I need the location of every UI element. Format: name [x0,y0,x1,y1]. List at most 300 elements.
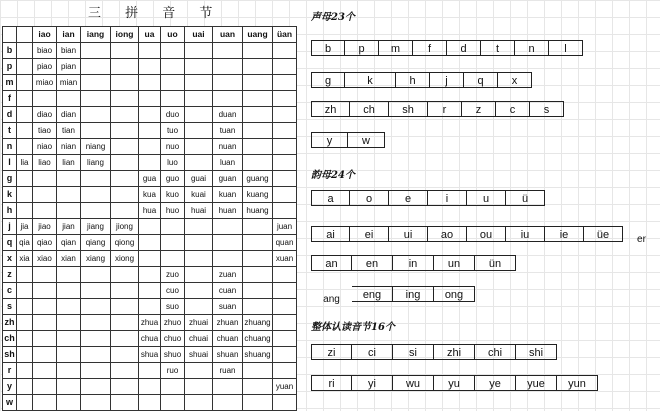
syllable-cell: qiang [81,235,111,251]
pinyin-cell: c [496,101,530,117]
syllable-cell [57,331,81,347]
syllable-cell: hua [139,203,161,219]
syllable-cell: huai [185,203,213,219]
syllable-cell [111,203,139,219]
pinyin-cell: s [530,101,564,117]
pinyin-cell: f [413,40,447,56]
pinyin-cell: ri [311,375,352,391]
syllable-cell: xiong [111,251,139,267]
syllable-cell: miao [33,75,57,91]
pinyin-cell: yue [516,375,557,391]
syllable-cell [213,251,243,267]
table-row [3,59,297,75]
syllable-cell: huo [161,203,185,219]
syllable-cell [185,123,213,139]
syllable-cell: yuan [273,379,297,395]
syllable-cell [33,347,57,363]
pinyin-cell: k [345,72,396,88]
syllable-cell: shua [139,347,161,363]
syllable-cell [139,139,161,155]
syllable-cell [185,43,213,59]
syllable-cell [111,91,139,107]
syllable-cell: kuan [213,187,243,203]
pinyin-cell: ong [434,286,475,302]
syllable-cell [57,283,81,299]
syllable-cell [243,155,273,171]
syllable-cell: kua [139,187,161,203]
syllable-cell [81,75,111,91]
table-row [3,299,297,315]
syllable-cell [33,187,57,203]
syllable-cell [57,267,81,283]
table-row [3,315,297,331]
syllable-cell [17,187,33,203]
syllable-cell: nian [57,139,81,155]
syllable-cell [33,315,57,331]
page-title: 三 拼 音 节 [88,6,223,21]
syllable-cell [111,347,139,363]
initial-cell: z [3,267,17,283]
header-cell [3,27,17,43]
syllable-cell: guang [243,171,273,187]
initial-cell: x [3,251,17,267]
pinyin-cell: ui [389,226,428,242]
syllable-cell [273,43,297,59]
syllable-cell [161,251,185,267]
syllable-cell [17,379,33,395]
initials-row [311,132,385,150]
syllable-cell: kuo [161,187,185,203]
header-cell: uan [213,27,243,43]
initials-title: 声母23个 [311,12,355,23]
whole-syllables-row [311,375,598,393]
syllable-cell: jia [17,219,33,235]
table-row [3,251,297,267]
syllable-cell [33,203,57,219]
syllable-cell: luo [161,155,185,171]
syllable-cell [57,347,81,363]
pinyin-cell: üe [584,226,623,242]
syllable-cell [273,59,297,75]
syllable-cell [243,395,273,411]
syllable-cell [111,107,139,123]
syllable-cell: huan [213,203,243,219]
syllable-cell [81,395,111,411]
syllable-cell [213,75,243,91]
syllable-cell: bian [57,43,81,59]
syllable-cell: tian [57,123,81,139]
syllable-cell [139,107,161,123]
initial-cell: m [3,75,17,91]
syllable-cell: huang [243,203,273,219]
pinyin-cell: x [498,72,532,88]
pinyin-cell: yun [557,375,598,391]
syllable-cell [111,43,139,59]
syllable-cell: xian [57,251,81,267]
syllable-cell: xuan [273,251,297,267]
syllable-cell: chuang [243,331,273,347]
syllable-cell [111,331,139,347]
table-row [3,203,297,219]
syllable-cell: chuai [185,331,213,347]
syllable-cell [17,203,33,219]
pinyin-cell: an [311,255,352,271]
syllable-cell [17,123,33,139]
syllable-cell: juan [273,219,297,235]
syllable-cell [161,75,185,91]
initial-cell: f [3,91,17,107]
syllable-table [2,26,297,411]
table-row [3,91,297,107]
syllable-cell [33,171,57,187]
finals-title: 韵母24个 [311,170,355,181]
syllable-cell [243,123,273,139]
table-row [3,107,297,123]
syllable-cell [161,395,185,411]
table-header-row [3,27,297,43]
syllable-cell [185,299,213,315]
pinyin-cell: w [348,132,385,148]
syllable-cell: nuan [213,139,243,155]
pinyin-cell: b [311,40,345,56]
syllable-cell [139,267,161,283]
finals-row [311,286,475,304]
table-row [3,267,297,283]
table-row [3,395,297,411]
syllable-cell [139,75,161,91]
table-row [3,139,297,155]
syllable-cell [185,75,213,91]
syllable-cell: guan [213,171,243,187]
syllable-cell [33,299,57,315]
initial-cell: k [3,187,17,203]
syllable-cell [139,395,161,411]
pinyin-cell: t [481,40,515,56]
syllable-cell [185,235,213,251]
syllable-cell [81,59,111,75]
syllable-cell: shuo [161,347,185,363]
pinyin-cell: yi [352,375,393,391]
syllable-cell: shuan [213,347,243,363]
syllable-cell [111,59,139,75]
syllable-cell: duo [161,107,185,123]
whole-syllables-title: 整体认读音节16个 [311,322,395,333]
header-cell: uai [185,27,213,43]
syllable-cell [273,91,297,107]
syllable-cell [139,59,161,75]
syllable-cell [273,267,297,283]
syllable-cell: lian [57,155,81,171]
syllable-cell [81,347,111,363]
table-row [3,283,297,299]
syllable-cell [273,187,297,203]
syllable-cell [111,155,139,171]
initial-cell: c [3,283,17,299]
syllable-cell [111,315,139,331]
syllable-cell: chuo [161,331,185,347]
pinyin-cell: d [447,40,481,56]
syllable-cell [243,299,273,315]
syllable-cell: quan [273,235,297,251]
syllable-cell: niao [33,139,57,155]
syllable-cell [213,219,243,235]
syllable-cell [81,315,111,331]
syllable-cell [185,267,213,283]
syllable-cell [111,283,139,299]
syllable-cell [81,187,111,203]
syllable-cell [243,59,273,75]
pinyin-cell: shi [516,344,557,360]
syllable-cell [243,139,273,155]
table-row [3,347,297,363]
syllable-cell: zhuo [161,315,185,331]
pinyin-cell: h [396,72,430,88]
syllable-cell [17,107,33,123]
syllable-cell [139,299,161,315]
syllable-cell: liang [81,155,111,171]
syllable-cell [33,331,57,347]
syllable-cell [273,299,297,315]
pinyin-cell: q [464,72,498,88]
pinyin-cell: o [350,190,389,206]
syllable-cell [243,363,273,379]
syllable-cell [57,171,81,187]
syllable-cell: jiang [81,219,111,235]
pinyin-cell: a [311,190,350,206]
syllable-cell [139,43,161,59]
syllable-cell [81,379,111,395]
syllable-cell [17,91,33,107]
syllable-cell [81,331,111,347]
syllable-cell [81,267,111,283]
syllable-cell: qiong [111,235,139,251]
syllable-cell [111,187,139,203]
syllable-cell [139,123,161,139]
syllable-cell: zuo [161,267,185,283]
pinyin-cell: ou [467,226,506,242]
header-cell: iao [33,27,57,43]
syllable-cell [81,91,111,107]
table-row [3,331,297,347]
pinyin-cell: iu [506,226,545,242]
pinyin-cell: wu [393,375,434,391]
header-cell: uang [243,27,273,43]
syllable-cell [111,267,139,283]
syllable-cell [33,379,57,395]
syllable-cell [273,283,297,299]
syllable-cell [185,139,213,155]
initial-cell: d [3,107,17,123]
syllable-cell [243,235,273,251]
syllable-cell [17,171,33,187]
syllable-cell [185,91,213,107]
syllable-cell [81,299,111,315]
syllable-cell [81,363,111,379]
initial-cell: g [3,171,17,187]
syllable-cell: jiao [33,219,57,235]
syllable-cell [139,363,161,379]
pinyin-cell: yu [434,375,475,391]
initial-cell: w [3,395,17,411]
syllable-cell: liao [33,155,57,171]
syllable-cell: biao [33,43,57,59]
pinyin-cell: si [393,344,434,360]
syllable-cell [57,203,81,219]
syllable-cell [161,219,185,235]
syllable-cell [243,251,273,267]
table-row [3,219,297,235]
finals-row [311,255,516,273]
pinyin-cell: chi [475,344,516,360]
syllable-cell [243,283,273,299]
table-row [3,379,297,395]
syllable-cell [243,379,273,395]
syllable-cell: luan [213,155,243,171]
table-row [3,123,297,139]
header-cell: üan [273,27,297,43]
pinyin-cell: ch [350,101,389,117]
initial-cell: r [3,363,17,379]
syllable-cell [17,331,33,347]
syllable-cell: niang [81,139,111,155]
syllable-cell: chua [139,331,161,347]
pinyin-cell: zhi [434,344,475,360]
initial-cell: t [3,123,17,139]
syllable-cell [273,75,297,91]
syllable-cell [213,91,243,107]
syllable-cell: chuan [213,331,243,347]
syllable-cell [139,91,161,107]
syllable-cell [139,219,161,235]
syllable-cell [213,43,243,59]
syllable-cell: jian [57,219,81,235]
syllable-cell: kuai [185,187,213,203]
syllable-cell [17,347,33,363]
syllable-cell: qian [57,235,81,251]
syllable-cell [161,43,185,59]
syllable-cell: diao [33,107,57,123]
syllable-cell [185,155,213,171]
syllable-cell [243,43,273,59]
syllable-cell: shuai [185,347,213,363]
syllable-cell: zhuang [243,315,273,331]
syllable-cell [139,235,161,251]
syllable-cell [243,107,273,123]
syllable-cell [185,363,213,379]
syllable-cell: dian [57,107,81,123]
syllable-cell [17,43,33,59]
header-cell: iong [111,27,139,43]
initials-row [311,72,532,90]
syllable-cell: zhua [139,315,161,331]
pinyin-cell: ing [393,286,434,302]
syllable-cell [111,75,139,91]
syllable-cell: xia [17,251,33,267]
table-row [3,187,297,203]
syllable-cell: zhuai [185,315,213,331]
initial-cell: j [3,219,17,235]
initial-cell: n [3,139,17,155]
syllable-cell [243,267,273,283]
syllable-cell [273,347,297,363]
syllable-cell [17,139,33,155]
syllable-cell [57,395,81,411]
syllable-cell [33,91,57,107]
syllable-cell [273,315,297,331]
syllable-cell [273,331,297,347]
syllable-cell [33,395,57,411]
initial-cell: ch [3,331,17,347]
syllable-cell: tuan [213,123,243,139]
initial-cell: q [3,235,17,251]
syllable-cell [139,251,161,267]
pinyin-cell: ye [475,375,516,391]
syllable-cell [273,139,297,155]
syllable-cell: jiong [111,219,139,235]
syllable-cell: shuang [243,347,273,363]
pinyin-cell: sh [389,101,428,117]
syllable-cell: nuo [161,139,185,155]
syllable-cell [161,59,185,75]
syllable-cell [17,363,33,379]
syllable-cell [139,379,161,395]
syllable-cell [111,363,139,379]
table-row [3,363,297,379]
syllable-cell: cuo [161,283,185,299]
initial-cell: b [3,43,17,59]
pinyin-cell: n [515,40,549,56]
syllable-cell [185,395,213,411]
syllable-cell [57,315,81,331]
pinyin-cell: m [379,40,413,56]
header-cell: iang [81,27,111,43]
syllable-cell: tuo [161,123,185,139]
syllable-cell [185,107,213,123]
syllable-cell: duan [213,107,243,123]
pinyin-cell: j [430,72,464,88]
syllable-cell [111,139,139,155]
syllable-cell [57,187,81,203]
table-row [3,235,297,251]
syllable-cell [81,171,111,187]
syllable-cell [161,91,185,107]
pinyin-cell: ai [311,226,350,242]
pinyin-cell: p [345,40,379,56]
syllable-cell [185,283,213,299]
syllable-cell: qiao [33,235,57,251]
pinyin-cell: i [428,190,467,206]
syllable-cell [81,283,111,299]
syllable-cell: piao [33,59,57,75]
syllable-cell [57,299,81,315]
pinyin-cell: zh [311,101,350,117]
syllable-cell: ruan [213,363,243,379]
syllable-cell: tiao [33,123,57,139]
syllable-cell [111,299,139,315]
syllable-cell [111,379,139,395]
syllable-cell: lia [17,155,33,171]
initials-row [311,101,564,119]
syllable-cell [17,299,33,315]
pinyin-cell: eng [352,286,393,302]
syllable-cell [273,395,297,411]
syllable-cell [161,235,185,251]
syllable-cell: xiang [81,251,111,267]
table-row [3,155,297,171]
table-row [3,75,297,91]
syllable-cell: qia [17,235,33,251]
syllable-cell: gua [139,171,161,187]
